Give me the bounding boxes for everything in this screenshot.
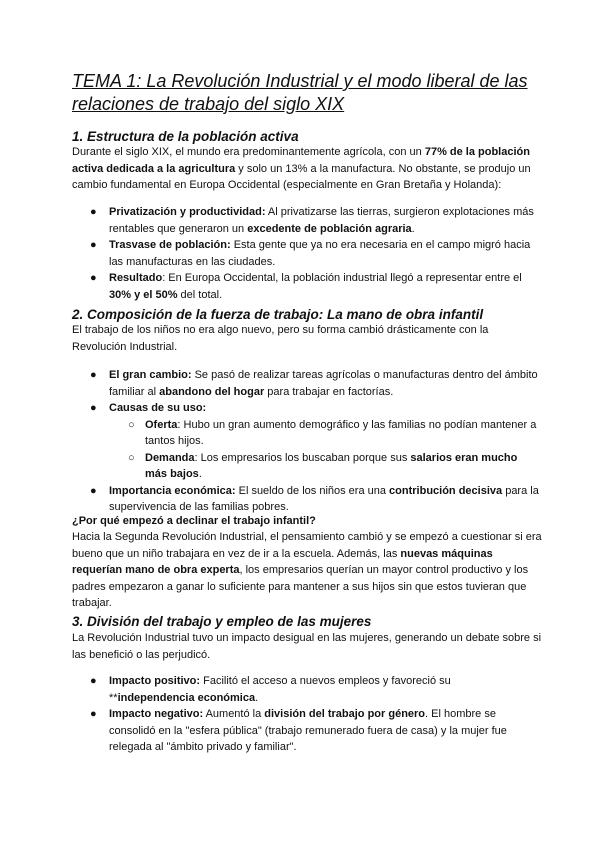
list-item: ● Impacto positivo: Facilitó el acceso a nuevos empleos y favoreció su **independencia económica.: [90, 675, 451, 704]
bullet-icon: ●: [90, 708, 97, 720]
section-3-paragraph: La Revolución Industrial tuvo un impacto desigual en las mujeres, generando un debate sobre si las benefició o las perjudicó.: [72, 632, 542, 661]
list-item: ● Resultado: En Europa Occidental, la población industrial llegó a representar entre el 30% y el 50% del total.: [90, 272, 522, 301]
bullet-icon: ●: [90, 239, 97, 251]
bullet-icon: ●: [90, 272, 97, 284]
section-1-paragraph: Durante el siglo XIX, el mundo era predominantemente agrícola, con un 77% de la población activa dedicada a la agricultura y solo un 13% a la manufactura. No obstante, se produjo un cambio fundamental en Europa Occidental (especialmente en Gran Bretaña y Holanda):: [72, 146, 531, 191]
subsection-paragraph: Hacia la Segunda Revolución Industrial, el pensamiento cambió y se empezó a cuestionar si era bueno que un niño trabajara en vez de ir a la escuela. Además, las nuevas máquinas requerían mano de obra experta, los empresarios querían un mayor control productivo y los padres empezaron a ganar lo suficiente para mantener a sus hijos sin que estos tuvieran que trabajar.: [72, 531, 542, 609]
bullet-icon: ●: [90, 402, 97, 414]
circle-bullet-icon: ○: [128, 451, 135, 464]
section-1-heading: 1. Estructura de la población activa: [72, 129, 299, 144]
sub-list-item: ○ Demanda: Los empresarios los buscaban porque sus salarios eran mucho más bajos.: [128, 451, 518, 480]
section-2-paragraph: El trabajo de los niños no era algo nuevo, pero su forma cambió drásticamente con la Revolución Industrial.: [72, 324, 489, 353]
subsection-heading: ¿Por qué empezó a declinar el trabajo infantil?: [72, 515, 316, 527]
list-item: ● Impacto negativo: Aumentó la división del trabajo por género. El hombre se consolidó en la "esfera pública" (trabajo remunerado fuera de casa) y la mujer fue relegada al "ámbito privado y familiar".: [90, 708, 507, 753]
circle-bullet-icon: ○: [128, 418, 135, 431]
list-item: ● Importancia económica: El sueldo de los niños era una contribución decisiva para la supervivencia de las familias pobres.: [90, 484, 539, 513]
list-item: ● Privatización y productividad: Al privatizarse las tierras, surgieron explotaciones más rentables que generaron un excedente de población agraria.: [90, 206, 534, 235]
section-3-list: [0, 673, 600, 756]
bullet-icon: ●: [90, 675, 97, 687]
section-2-list: [0, 367, 600, 516]
bullet-icon: ●: [90, 206, 97, 218]
bullet-icon: ●: [90, 369, 97, 381]
section-2-heading: 2. Composición de la fuerza de trabajo: La mano de obra infantil: [72, 307, 484, 322]
list-item: ● Causas de su uso: ○ Oferta: Hubo un gran aumento demográfico y las familias no podían mantener a tantos hijos. ○ Demanda: Los empresarios los buscaban porque sus salarios eran mucho más bajos.: [0, 400, 600, 483]
bullet-icon: ●: [90, 484, 97, 497]
section-3-heading: 3. División del trabajo y empleo de las mujeres: [72, 614, 372, 629]
list-item: ● El gran cambio: Se pasó de realizar tareas agrícolas o manufacturas dentro del ámbito familiar al abandono del hogar para trabajar en factorías.: [90, 369, 538, 398]
sub-list: [0, 417, 600, 483]
section-1-list: [0, 204, 600, 303]
sub-list-item: ○ Oferta: Hubo un gran aumento demográfico y las familias no podían mantener a tantos hijos.: [128, 418, 537, 447]
list-item: ● Trasvase de población: Esta gente que ya no era necesaria en el campo migró hacia las manufacturas en las ciudades.: [90, 239, 531, 268]
document-title: TEMA 1: La Revolución Industrial y el modo liberal de las relaciones de trabajo del siglo XIX: [72, 71, 528, 114]
